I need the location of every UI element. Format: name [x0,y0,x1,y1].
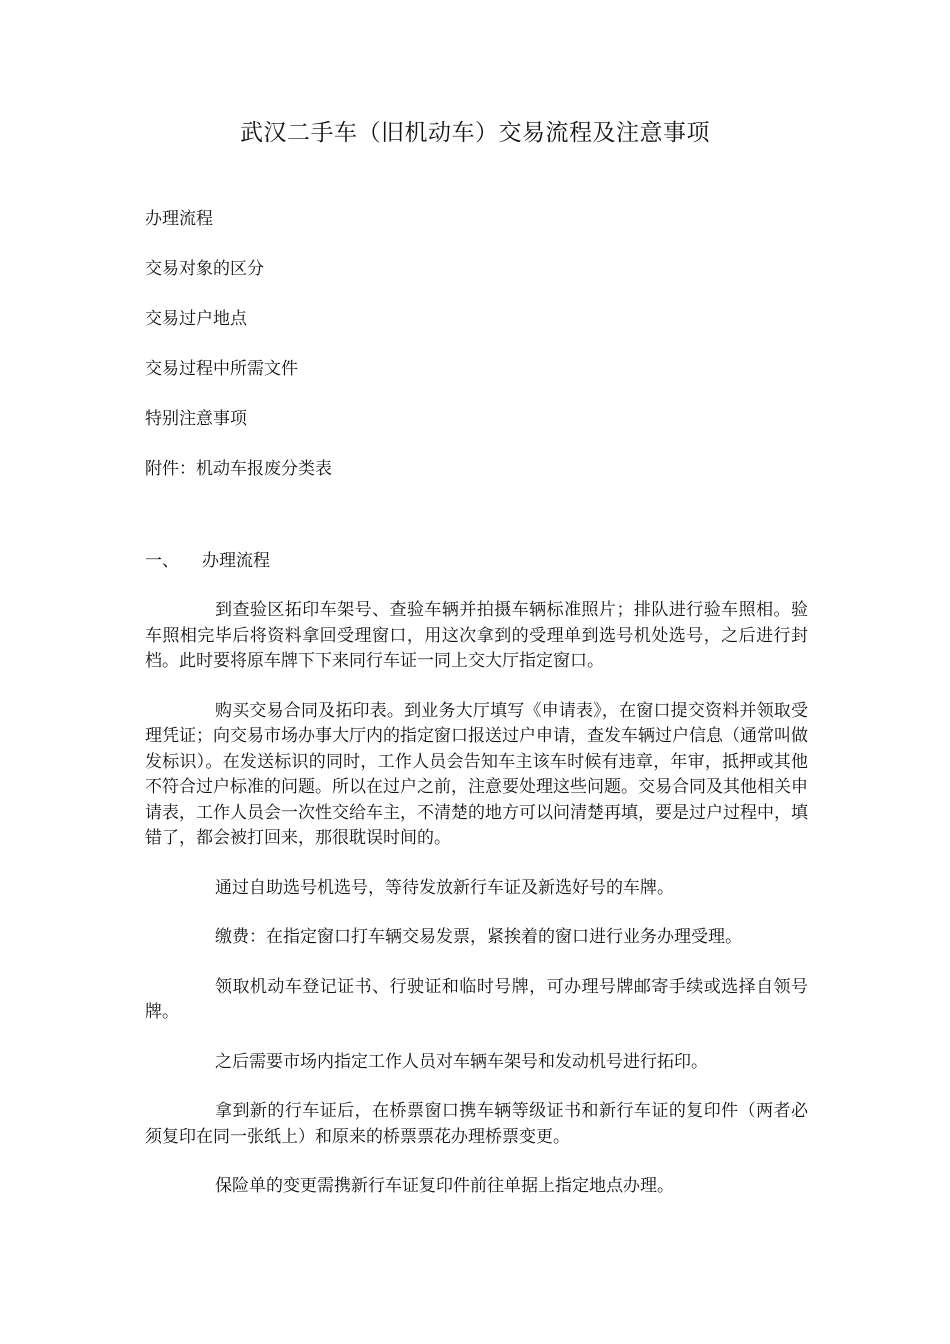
paragraph: 缴费：在指定窗口打车辆交易发票，紧挨着的窗口进行业务办理受理。 [215,927,742,947]
paragraph: 到查验区拓印车架号、查验车辆并拍摄车辆标准照片；排队进行验车照相。验车照相完毕后将资料拿回受理窗口，用这次拿到的受理单到选号机处选号，之后进行封档。此时要将原车牌下下来同行车证一同上交大厅指定窗口。 [145,600,808,671]
toc-item: 交易过程中所需文件 [145,359,298,379]
document-title: 武汉二手车（旧机动车）交易流程及注意事项 [240,120,710,146]
toc-item: 交易过户地点 [145,309,247,329]
section-heading [145,548,805,574]
toc-item: 交易对象的区分 [145,259,264,279]
paragraph: 购买交易合同及拓印表。到业务大厅填写《申请表》，在窗口提交资料并领取受理凭证；向交易市场办事大厅内的指定窗口报送过户申请，查发车辆过户信息（通常叫做发标识）。在发送标识的同时，工作人员会告知车主该车时候有违章，年审，抵押或其他不符合过户标准的问题。所以在过户之前，注意要处理这些问题。交易合同及其他相关申请表，工作人员会一次性交给车主，不清楚的地方可以问清楚再填，要是过户过程中，填错了，都会被打回来，那很耽误时间的。 [145,700,808,848]
paragraph: 领取机动车登记证书、行驶证和临时号牌，可办理号牌邮寄手续或选择自领号牌。 [145,976,808,1022]
toc-item: 特别注意事项 [145,409,247,429]
section-number: 一、 [145,551,179,571]
section-title: 办理流程 [202,551,270,571]
paragraph: 之后需要市场内指定工作人员对车辆车架号和发动机号进行拓印。 [215,1051,708,1072]
paragraph: 保险单的变更需携新行车证复印件前往单据上指定地点办理。 [215,1176,674,1196]
paragraph: 通过自助选号机选号，等待发放新行车证及新选好号的车牌。 [215,877,674,898]
table-of-contents [145,206,805,506]
toc-item: 附件：机动车报废分类表 [145,459,332,479]
section-body [145,598,808,1200]
paragraph: 拿到新的行车证后，在桥票窗口携车辆等级证书和新行车证的复印件（两者必须复印在同一张纸上）和原来的桥票票花办理桥票变更。 [145,1101,808,1147]
toc-item: 办理流程 [145,209,213,229]
